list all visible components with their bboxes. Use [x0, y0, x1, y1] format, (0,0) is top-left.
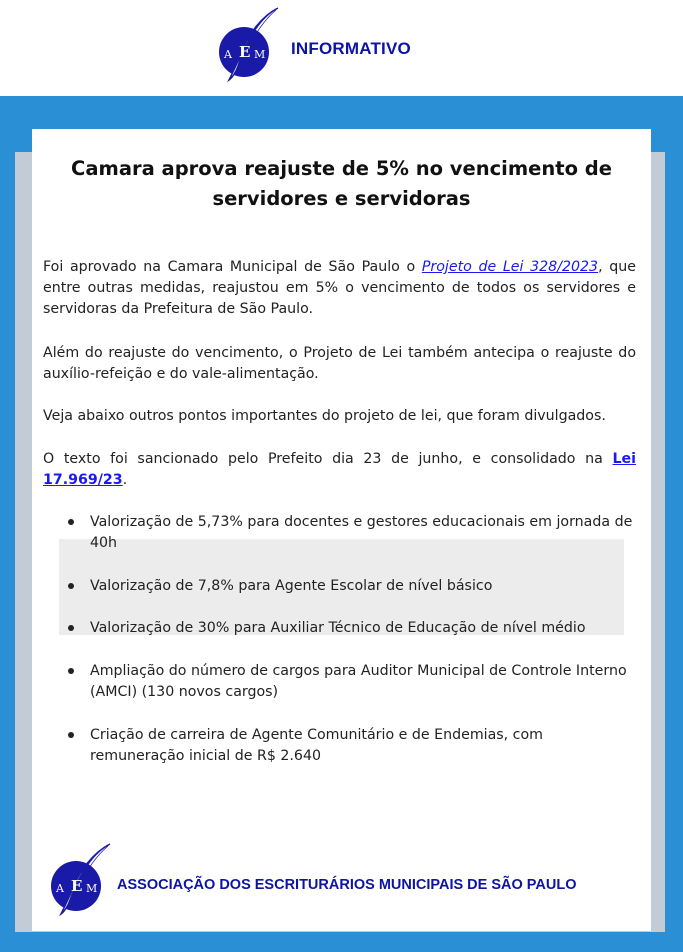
bullet-item-auxiliar-tecnico: Valorização de 30% para Auxiliar Técnico de Educação de nível médio — [90, 620, 586, 636]
bullet-item-amci: Ampliação do número de cargos para Auditor Municipal de Controle Interno (AMCI) (130 novos cargos) — [90, 663, 627, 700]
p4-text-before: O texto foi sancionado pelo Prefeito dia 23 de junho, e consolidado na — [43, 451, 613, 467]
bullet-dot — [68, 583, 74, 589]
article-title-line2: servidores e servidoras — [212, 187, 471, 210]
bullet-item-agente-comunitario: Criação de carreira de Agente Comunitário e de Endemias, com remuneração inicial de R$ 2.640 — [90, 727, 543, 764]
footer-title: ASSOCIAÇÃO DOS ESCRITURÁRIOS MUNICIPAIS DE SÃO PAULO — [117, 877, 577, 893]
article-title-line1: Camara aprova reajuste de 5% no vencimento de — [71, 157, 612, 180]
bullet-item-docentes: Valorização de 5,73% para docentes e gestores educacionais em jornada de 40h — [90, 514, 633, 551]
logo-letter-a: A — [224, 48, 232, 61]
paragraph-auxilio: Além do reajuste do vencimento, o Projeto de Lei também antecipa o reajuste do auxílio-refeição e do vale-alimentação. — [43, 345, 636, 382]
bullet-item-agente-escolar: Valorização de 7,8% para Agente Escolar de nível básico — [90, 578, 493, 594]
article-title — [0, 154, 683, 214]
footer-logo-letter-m: M — [86, 882, 98, 895]
paragraph-sancionado — [43, 449, 636, 491]
bullet-dot — [68, 732, 74, 738]
bullet-dot — [68, 519, 74, 525]
bullet-dot — [68, 668, 74, 674]
p1-text-before: Foi aprovado na Camara Municipal de São Paulo o — [43, 259, 422, 275]
projeto-de-lei-link[interactable]: Projeto de Lei 328/2023 — [421, 259, 599, 275]
header-logo — [218, 6, 282, 82]
p4-text-after: . — [122, 472, 128, 488]
footer-logo-letter-e: E — [71, 877, 83, 895]
footer-logo-letter-a: A — [56, 882, 64, 895]
footer-logo — [50, 842, 114, 918]
logo-letter-e: E — [239, 43, 251, 61]
header — [0, 0, 683, 96]
p1-text-after: , que entre outras medidas, reajustou em 5% o vencimento de todos os servidores e servidoras da Prefeitura de São Paulo. — [43, 259, 636, 317]
paragraph-veja-abaixo: Veja abaixo outros pontos importantes do projeto de lei, que foram divulgados. — [43, 408, 606, 424]
bullet-dot — [68, 625, 74, 631]
header-title: INFORMATIVO — [291, 39, 411, 58]
paragraph-approval — [43, 257, 636, 320]
logo-letter-m: M — [254, 48, 266, 61]
lei-link[interactable]: Lei 17.969/23 — [43, 451, 636, 488]
